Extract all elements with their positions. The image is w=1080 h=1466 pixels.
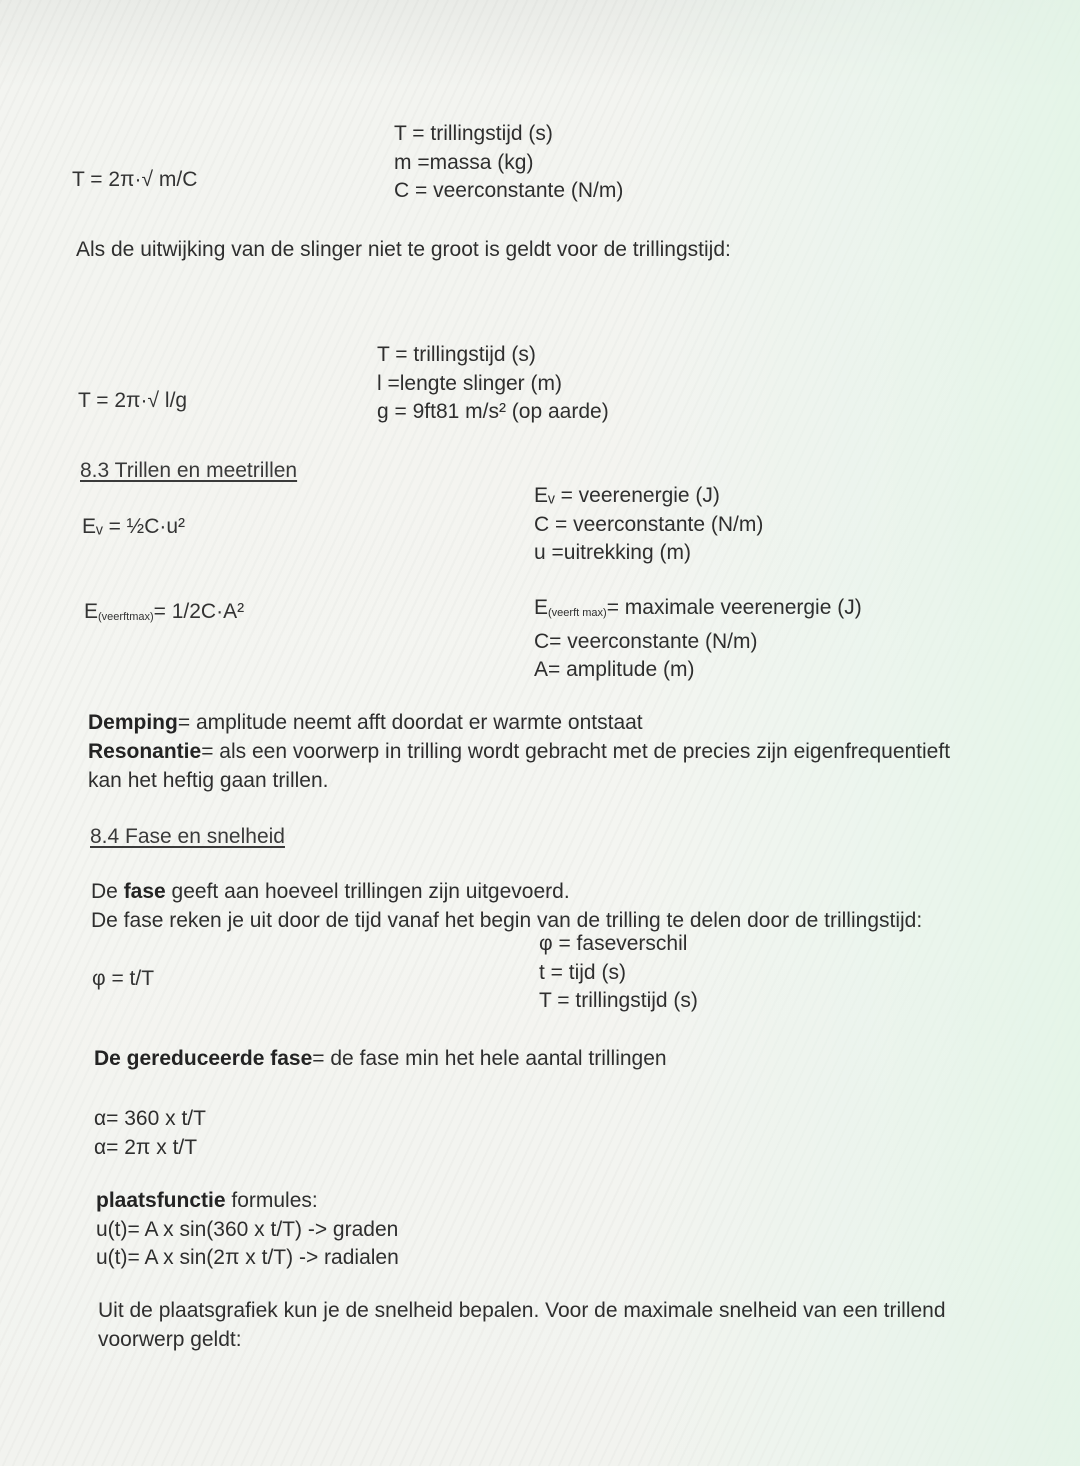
definition-symbol: E	[534, 596, 549, 619]
definition-line: Eᵥ = veerenergie (J)	[534, 484, 720, 507]
position-function-radians: u(t)= A x sin(2π x t/T) -> radialen	[96, 1246, 399, 1269]
section-heading-8-3: 8.3 Trillen en meetrillen	[80, 459, 298, 482]
resonance-line-2: kan het heftig gaan trillen.	[88, 769, 329, 792]
definition-line: T = trillingstijd (s)	[377, 343, 536, 366]
reduced-phase-line	[94, 1045, 667, 1073]
damping-text: = amplitude neemt afft doordat er warmte ontstaat	[177, 711, 643, 734]
position-function-title	[96, 1187, 399, 1216]
damping-line	[88, 708, 988, 737]
alpha-formula-radians: α= 2π x t/T	[94, 1135, 198, 1159]
phase-intro-pre: De	[91, 880, 124, 903]
closing-line-1: Uit de plaatsgrafiek kun je de snelheid bepalen. Voor de maximale snelheid van een trillend	[98, 1299, 946, 1322]
formula-subscript: (veerftmax)	[98, 611, 154, 623]
spring-energy-definitions	[534, 482, 763, 568]
damping-term: Demping	[88, 711, 178, 734]
formula-rest: = 1/2C·A²	[153, 600, 245, 623]
definition-line: T = trillingstijd (s)	[539, 989, 698, 1012]
alpha-formulas	[94, 1105, 206, 1162]
reduced-phase-text: = de fase min het hele aantal trillingen	[312, 1047, 667, 1070]
spring-period-formula: T = 2π·√ m/C	[72, 168, 198, 191]
pendulum-period-formula: T = 2π·√ l/g	[78, 389, 188, 412]
position-function-title-rest: formules:	[225, 1189, 318, 1212]
section-heading-8-4: 8.4 Fase en snelheid	[90, 825, 285, 848]
max-spring-energy-definitions	[534, 594, 862, 685]
phase-intro-paragraph	[91, 877, 1051, 935]
definition-line: C = veerconstante (N/m)	[394, 179, 624, 202]
phase-intro-line-1	[91, 877, 1051, 906]
damping-resonance-paragraph	[88, 708, 988, 795]
definition-line	[534, 594, 862, 628]
closing-line-2: voorwerp geldt:	[98, 1328, 242, 1351]
phase-definitions	[539, 930, 698, 1016]
spring-period-definitions	[394, 120, 623, 206]
definition-line: t = tijd (s)	[539, 960, 626, 984]
phase-term: fase	[123, 880, 166, 903]
definition-line: T = trillingstijd (s)	[394, 122, 553, 145]
phase-intro-post: geeft aan hoeveel trillingen zijn uitgevoerd.	[165, 880, 570, 903]
max-spring-energy-formula	[84, 598, 244, 631]
position-function-degrees: u(t)= A x sin(360 x t/T) -> graden	[96, 1217, 399, 1241]
pendulum-intro-text: Als de uitwijking van de slinger niet te groot is geldt voor de trillingstijd:	[76, 238, 731, 261]
reduced-phase-term: De gereduceerde fase	[94, 1047, 313, 1070]
position-function-block	[96, 1187, 399, 1273]
resonance-text: = als een voorwerp in trilling wordt gebracht met de precies zijn eigenfrequentieft	[201, 740, 951, 763]
alpha-formula-degrees: α= 360 x t/T	[94, 1107, 206, 1130]
resonance-term: Resonantie	[88, 740, 202, 763]
definition-line: m =massa (kg)	[394, 150, 534, 174]
formula-symbol: E	[84, 600, 99, 623]
definition-line: g = 9ft81 m/s² (op aarde)	[377, 400, 609, 423]
definition-line: C = veerconstante (N/m)	[534, 512, 764, 536]
definition-line: l =lengte slinger (m)	[377, 371, 562, 395]
closing-paragraph	[98, 1296, 1058, 1354]
spring-energy-formula: Eᵥ = ½C·u²	[82, 515, 186, 538]
definition-subscript: (veerft max)	[548, 607, 607, 619]
phase-formula: φ = t/T	[92, 967, 155, 990]
resonance-line	[88, 737, 988, 766]
definition-line: u =uitrekking (m)	[534, 541, 691, 564]
definition-line: φ = faseverschil	[539, 932, 688, 955]
definition-line: C= veerconstante (N/m)	[534, 629, 758, 653]
definition-line: A= amplitude (m)	[534, 658, 695, 681]
definition-rest: = maximale veerenergie (J)	[606, 596, 862, 619]
phase-intro-line-2: De fase reken je uit door de tijd vanaf het begin van de trilling te delen door de trillingstijd:	[91, 909, 923, 932]
position-function-term: plaatsfunctie	[96, 1189, 226, 1212]
pendulum-period-definitions	[377, 341, 609, 427]
